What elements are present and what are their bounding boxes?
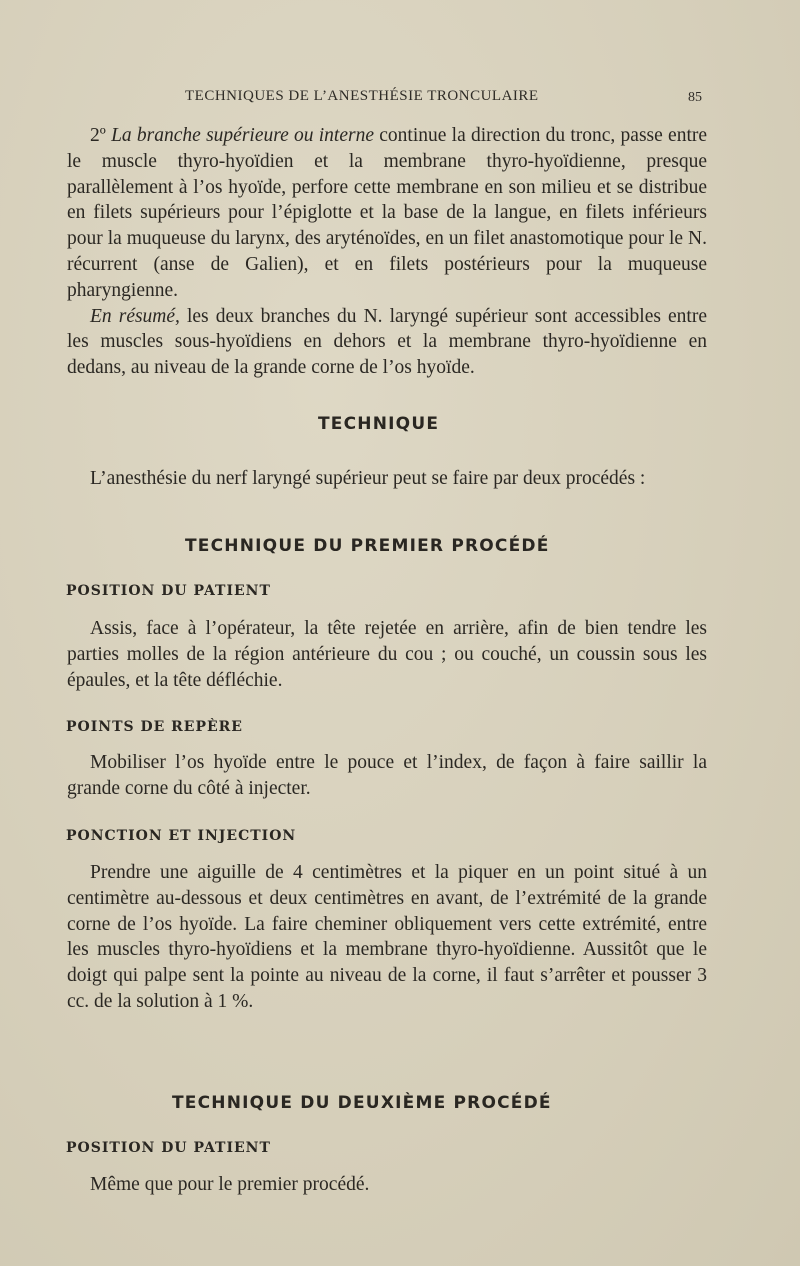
- summary-text: les deux branches du N. laryngé supérieur sont accessibles entre les muscles sous-hyoïdiens en dehors et la membrane thyro-hyoïdienne en dedans, au niveau de la grande corne de l’os hyoïde.: [67, 305, 707, 379]
- intro-text: [67, 123, 707, 381]
- paragraph-internal-branch: [67, 123, 707, 304]
- running-title: TECHNIQUES DE L’ANESTHÉSIE TRONCULAIRE: [185, 88, 539, 104]
- paragraph-summary: [67, 304, 707, 381]
- summary-label: En résumé,: [90, 305, 180, 327]
- internal-branch-term: La branche supérieure ou interne: [111, 125, 375, 146]
- landmarks-text: Mobiliser l’os hyoïde entre le pouce et l’index, de façon à faire saillir la grande corne du côté à injecter.: [67, 752, 707, 799]
- page-number: 85: [688, 90, 702, 105]
- first-position-block: [67, 616, 707, 693]
- paragraph-number: 2º: [90, 125, 112, 146]
- landmarks-heading: POINTS DE REPÈRE: [66, 719, 243, 735]
- second-procedure-heading: TECHNIQUE DU DEUXIÈME PROCÉDÉ: [172, 1093, 552, 1113]
- injection-heading: PONCTION ET INJECTION: [66, 828, 297, 844]
- injection-text: Prendre une aiguille de 4 centimètres et la piquer en un point situé à un centimètre au-dessous et deux centimètres en avant, de l’extrémité de la grande corne de l’os hyoïde. La faire cheminer obliquement vers cette extrémité, entre les muscles thyro-hyoïdiens et la membrane thyro-hyoïdienne. Aussitôt que le doigt qui palpe sent la pointe au niveau de la corne, il faut s’arrêter et pousser 3 cc. de la solution à 1 %.: [67, 862, 707, 1012]
- technique-text-block: [67, 466, 707, 492]
- first-position-heading: POSITION DU PATIENT: [66, 583, 271, 599]
- first-position-text: Assis, face à l’opérateur, la tête rejetée en arrière, afin de bien tendre les parties molles de la région antérieure du cou ; ou couché, un coussin sous les épaules, et la tête défléchie.: [67, 618, 707, 691]
- second-position-text: Même que pour le premier procédé.: [90, 1174, 370, 1195]
- technique-heading: TECHNIQUE: [318, 414, 440, 434]
- first-procedure-heading: TECHNIQUE DU PREMIER PROCÉDÉ: [185, 536, 550, 556]
- internal-branch-description: continue la direction du tronc, passe entre le muscle thyro-hyoïdien et la membrane thyro-hyoïdienne, presque parallèlement à l’os hyoïde, perfore cette membrane en son milieu et se distribue en filets supérieurs pour l’épiglotte et la base de la langue, en filets inférieurs pour la muqueuse du larynx, des aryténoïdes, en un filet anastomotique pour le N. récurrent (anse de Galien), et en filets postérieurs pour la muqueuse pharyngienne.: [67, 125, 708, 301]
- injection-block: [67, 860, 707, 1015]
- landmarks-block: [67, 750, 707, 802]
- second-position-block: [67, 1172, 707, 1198]
- technique-text: L’anesthésie du nerf laryngé supérieur peut se faire par deux procédés :: [90, 468, 646, 489]
- second-position-heading: POSITION DU PATIENT: [66, 1140, 271, 1156]
